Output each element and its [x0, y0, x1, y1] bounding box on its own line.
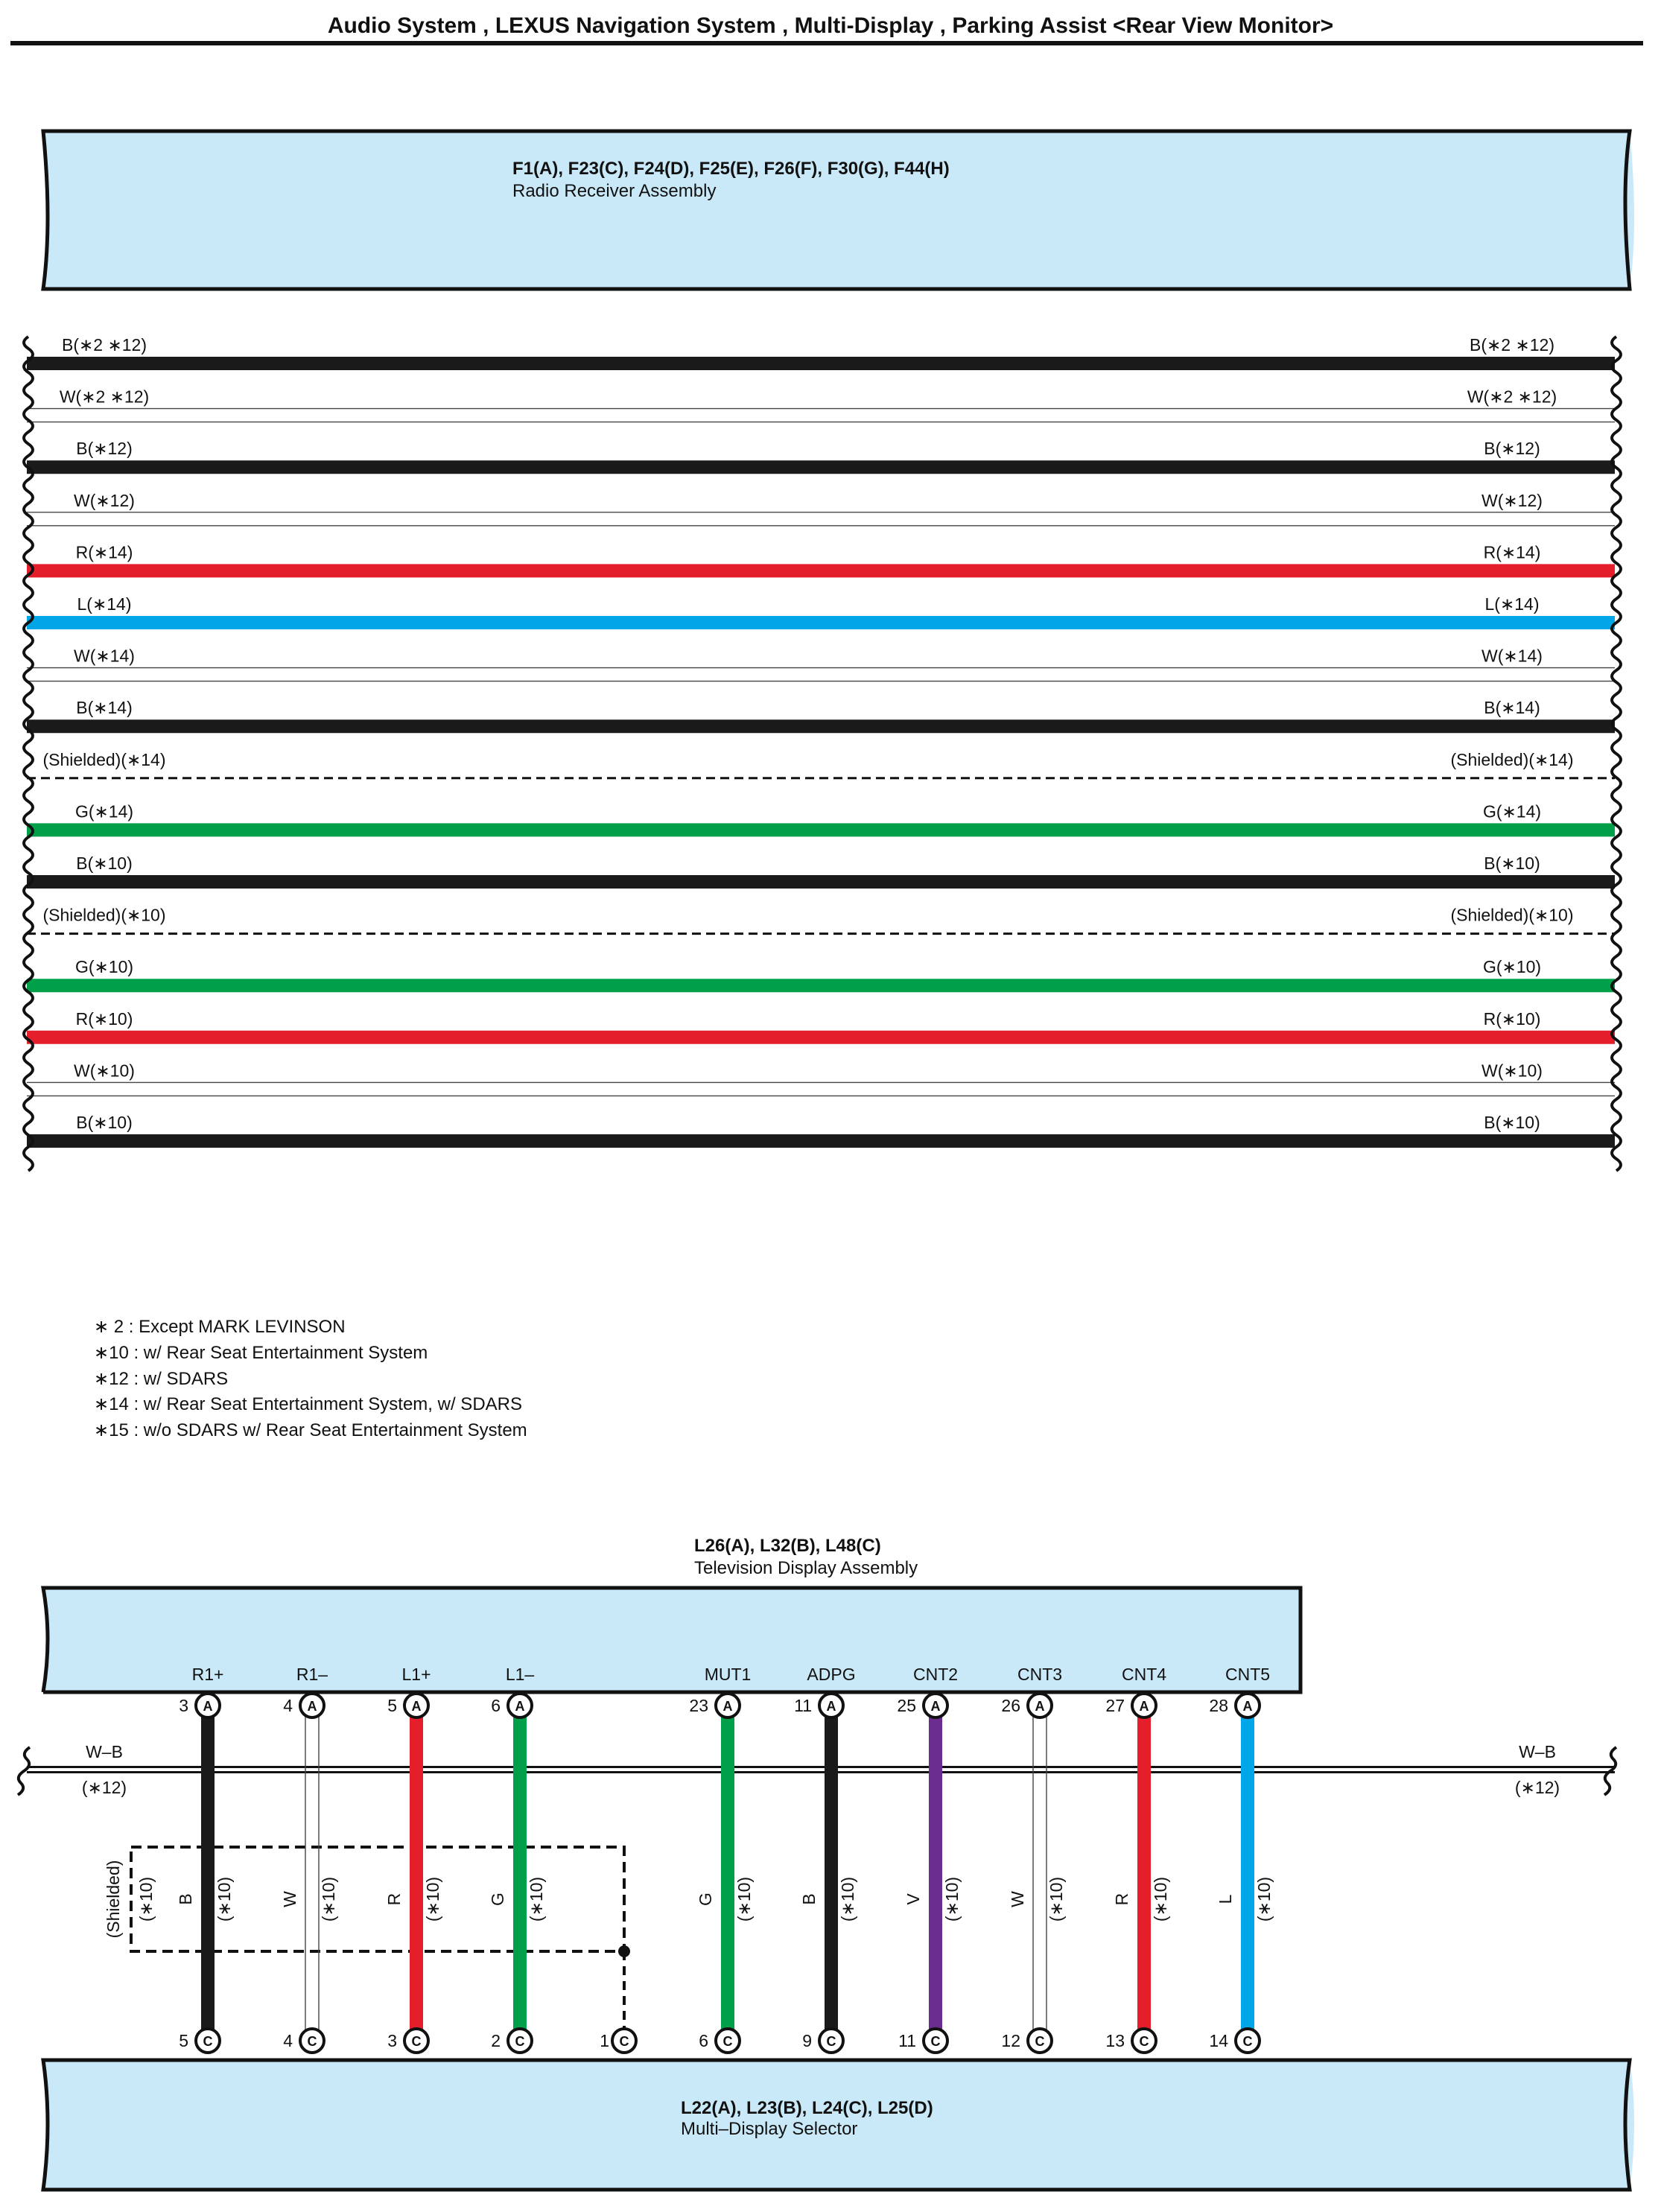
circuit-wire-color-label: G [696, 1892, 715, 1906]
selector-pin-number: 13 [1105, 2031, 1125, 2050]
harness-wire-label-right: L(∗14) [1484, 594, 1540, 614]
tv-display-connectors: L26(A), L32(B), L48(C) [694, 1536, 881, 1556]
shield-label: (Shielded) [104, 1860, 123, 1939]
tv-terminal-name: ADPG [807, 1665, 856, 1684]
radio-receiver-box [43, 131, 1634, 289]
radio-receiver-connectors: F1(A), F23(C), F24(D), F25(E), F26(F), F30(G), F44(H) [512, 159, 950, 179]
radio-receiver-name: Radio Receiver Assembly [512, 181, 717, 201]
circuit-wire-note: (∗10) [319, 1876, 338, 1922]
harness-wire-label-left: (Shielded)(∗10) [42, 905, 166, 925]
tv-pin-number: 28 [1209, 1696, 1228, 1715]
selector-pin-number: 14 [1209, 2031, 1228, 2050]
tv-terminal-name: R1+ [191, 1665, 224, 1684]
tv-pin-number: 3 [179, 1696, 188, 1715]
selector-pin-connector: C [307, 2034, 317, 2049]
tv-pin-number: 11 [794, 1696, 812, 1715]
harness-wire-label-left: B(∗12) [76, 439, 133, 459]
selector-pin-connector: C [722, 2034, 733, 2049]
circuit-wire-note: (∗10) [838, 1876, 857, 1922]
harness-wire-label-right: R(∗10) [1483, 1008, 1541, 1029]
harness-wire-label-left: (Shielded)(∗14) [42, 749, 166, 769]
circuit-wire-color-label: L [1216, 1894, 1235, 1904]
tv-display-fill [43, 1588, 1300, 1692]
harness-wire-label-right: (Shielded)(∗14) [1450, 749, 1574, 769]
tv-pin-connector: A [1035, 1699, 1045, 1714]
wb-label-right: W–B [1519, 1742, 1556, 1761]
harness-wire-label-right: B(∗10) [1484, 854, 1540, 873]
harness-wire-label-right: (Shielded)(∗10) [1450, 905, 1574, 925]
harness-wire-label-left: L(∗14) [77, 594, 132, 614]
circuit-wire-note: (∗10) [942, 1876, 962, 1922]
tv-pin-connector: A [203, 1699, 213, 1714]
tv-terminal-name: CNT3 [1017, 1665, 1063, 1684]
harness-wire-label-left: W(∗10) [74, 1061, 135, 1081]
selector-pin-connector: C [203, 2034, 213, 2049]
shield-note: (∗10) [136, 1876, 156, 1922]
harness-wire-label-right: W(∗2 ∗12) [1467, 387, 1557, 407]
harness-wire-label-left: W(∗14) [74, 646, 135, 666]
tv-terminal-name: L1+ [401, 1665, 431, 1684]
tv-pin-number: 23 [689, 1696, 708, 1715]
selector-pin-number: 4 [283, 2031, 293, 2050]
tv-pin-connector: A [930, 1699, 941, 1714]
circuit-wire-note: (∗10) [734, 1876, 754, 1922]
harness-wire-label-left: B(∗10) [76, 1113, 133, 1132]
circuit-wire-note: (∗10) [215, 1876, 234, 1922]
harness-wire-label-right: W(∗14) [1481, 646, 1543, 666]
harness-wire-label-right: G(∗14) [1482, 801, 1542, 821]
harness-wire-label-left: W(∗12) [74, 490, 135, 510]
selector-pin-number: 6 [699, 2031, 708, 2050]
selector-pin-number: 5 [179, 2031, 188, 2050]
circuit-wires [176, 1665, 1274, 2082]
tv-pin-number: 4 [283, 1696, 293, 1715]
harness-wire-label-right: B(∗10) [1484, 1113, 1540, 1132]
tv-terminal-name: R1– [296, 1665, 328, 1684]
circuit-wire-note: (∗10) [1254, 1876, 1274, 1922]
shield-pin-number: 1 [600, 2031, 609, 2050]
harness-wire-label-left: W(∗2 ∗12) [59, 387, 150, 407]
tv-pin-number: 25 [897, 1696, 916, 1715]
tv-pin-connector: A [1139, 1699, 1149, 1714]
tv-terminal-name: CNT5 [1225, 1665, 1271, 1684]
note-10: ∗10 : w/ Rear Seat Entertainment System [94, 1343, 428, 1363]
selector-connectors: L22(A), L23(B), L24(C), L25(D) [681, 2098, 933, 2118]
wb-note-right: (∗12) [1514, 1778, 1560, 1797]
harness-wire-label-right: W(∗10) [1481, 1061, 1543, 1081]
note-14: ∗14 : w/ Rear Seat Entertainment System, w/ SDARS [94, 1394, 522, 1414]
tv-pin-connector: A [722, 1699, 733, 1714]
circuit-wire-note: (∗10) [1151, 1876, 1170, 1922]
wb-ground-wire [18, 1742, 1616, 1797]
selector-name: Multi–Display Selector [681, 2119, 858, 2139]
tv-pin-number: 6 [491, 1696, 501, 1715]
selector-pin-number: 12 [1001, 2031, 1020, 2050]
shield-pin-conn: C [619, 2034, 629, 2049]
selector-pin-number: 2 [491, 2031, 501, 2050]
harness-wire-label-left: B(∗10) [76, 854, 133, 873]
tv-pin-connector: A [411, 1699, 422, 1714]
note-2: ∗ 2 : Except MARK LEVINSON [94, 1317, 346, 1337]
selector-pin-number: 3 [387, 2031, 397, 2050]
harness-wire-label-right: W(∗12) [1481, 490, 1543, 510]
circuit-wire-color-label: R [384, 1892, 404, 1906]
radio-receiver-outline [43, 131, 1630, 289]
harness-wire-label-right: G(∗10) [1482, 957, 1542, 977]
tv-terminal-name: CNT4 [1121, 1665, 1167, 1684]
page-title: Audio System , LEXUS Navigation System , Multi-Display , Parking Assist <Rear View Monitor> [327, 13, 1334, 38]
harness-wire-label-left: B(∗2 ∗12) [62, 335, 147, 355]
tv-terminal-name: L1– [505, 1665, 535, 1684]
tv-pin-number: 27 [1105, 1696, 1125, 1715]
circuit-wire-note: (∗10) [527, 1876, 546, 1922]
shield-group [104, 1847, 630, 2030]
tv-terminal-name: CNT2 [912, 1665, 959, 1684]
note-15: ∗15 : w/o SDARS w/ Rear Seat Entertainment System [94, 1420, 527, 1440]
harness-break-right [1612, 337, 1621, 1171]
selector-pin-connector: C [930, 2034, 941, 2049]
harness-wire-label-right: B(∗14) [1484, 698, 1540, 718]
tv-pin-connector: A [1242, 1699, 1253, 1714]
harness-wire-label-right: B(∗12) [1484, 439, 1540, 459]
circuit-wire-color-label: R [1112, 1892, 1131, 1906]
harness-wire-label-left: G(∗14) [74, 801, 134, 821]
tv-pin-connector: A [515, 1699, 525, 1714]
selector-pin-connector: C [1035, 2034, 1045, 2049]
note-12: ∗12 : w/ SDARS [94, 1369, 229, 1389]
harness-wire-label-left: G(∗10) [74, 957, 134, 977]
circuit-wire-color-label: B [799, 1893, 819, 1905]
harness-wire-label-left: B(∗14) [76, 698, 133, 718]
selector-pin-connector: C [411, 2034, 422, 2049]
circuit-wire-note: (∗10) [423, 1876, 442, 1922]
circuit-wire-color-label: W [280, 1891, 299, 1907]
selector-pin-connector: C [826, 2034, 836, 2049]
harness-wire-label-right: R(∗14) [1483, 542, 1541, 562]
circuit-wire-color-label: V [903, 1893, 923, 1905]
wb-note-left: (∗12) [81, 1778, 127, 1797]
circuit-wire-note: (∗10) [1047, 1876, 1066, 1922]
tv-terminal-name: MUT1 [704, 1665, 752, 1684]
tv-pin-number: 5 [387, 1696, 397, 1715]
notes [94, 1317, 527, 1440]
circuit-wire-color-label: W [1008, 1891, 1027, 1907]
selector-pin-connector: C [515, 2034, 525, 2049]
harness-wire-label-left: R(∗14) [75, 542, 133, 562]
tv-display-name: Television Display Assembly [694, 1558, 918, 1578]
selector-pin-number: 11 [898, 2031, 916, 2050]
selector-pin-connector: C [1242, 2034, 1253, 2049]
harness-wire-label-right: B(∗2 ∗12) [1470, 335, 1554, 355]
tv-display-box [43, 1536, 1300, 1692]
selector-box [43, 2060, 1634, 2190]
tv-pin-number: 26 [1001, 1696, 1020, 1715]
shield-junction-dot [618, 1945, 630, 1957]
harness-wires [24, 335, 1621, 1171]
selector-pin-connector: C [1139, 2034, 1149, 2049]
selector-pin-number: 9 [802, 2031, 812, 2050]
wb-label-left: W–B [86, 1742, 123, 1761]
circuit-wire-color-label: B [176, 1893, 195, 1905]
tv-pin-connector: A [826, 1699, 836, 1714]
tv-pin-connector: A [307, 1699, 317, 1714]
harness-wire-label-left: R(∗10) [75, 1008, 133, 1029]
circuit-wire-color-label: G [488, 1892, 507, 1906]
